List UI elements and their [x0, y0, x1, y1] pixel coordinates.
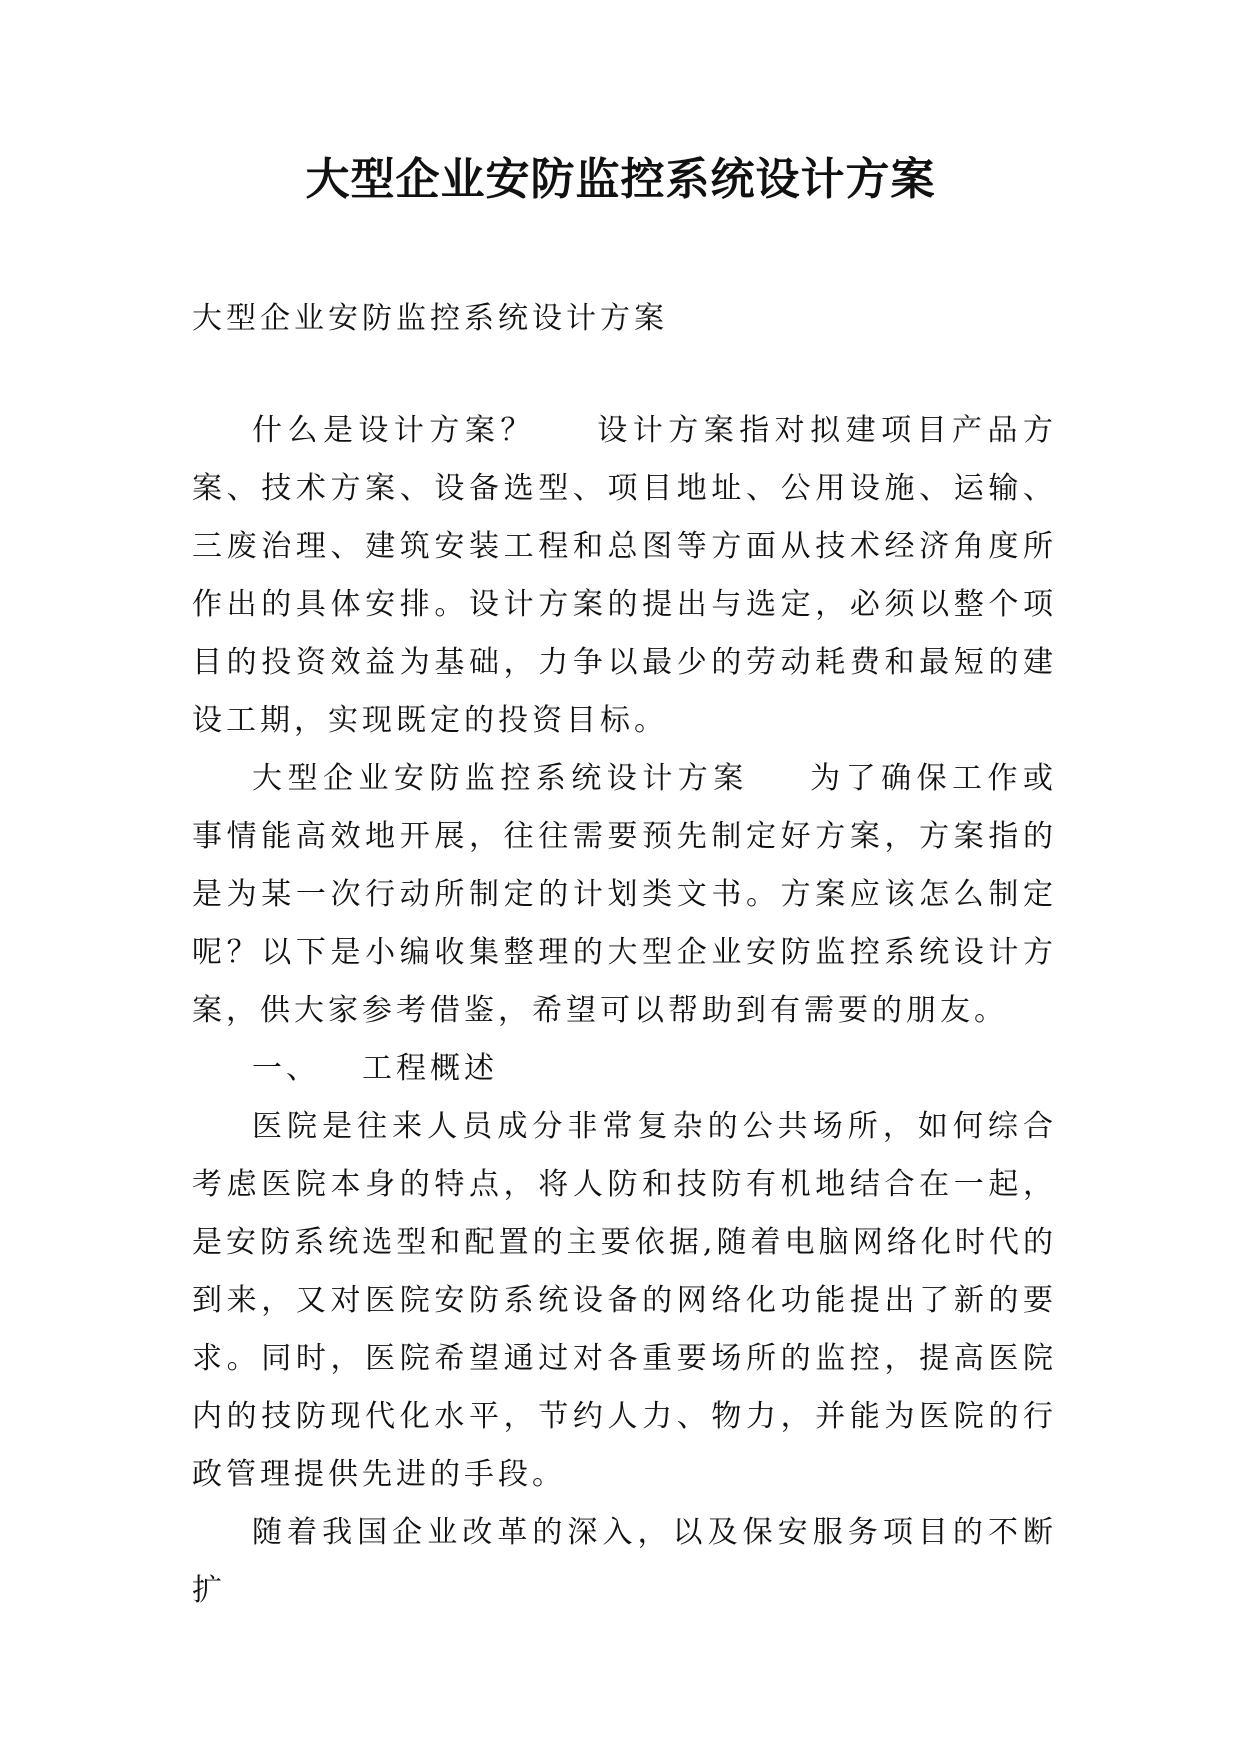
paragraph-lead: 大型企业安防监控系统设计方案	[252, 761, 749, 796]
document-body	[192, 402, 1057, 1620]
section-title: 工程概述	[362, 1051, 498, 1086]
paragraph-text: 医院是往来人员成分非常复杂的公共场所，如何综合考虑医院本身的特点，将人防和技防有机地结合在一起，是安防系统选型和配置的主要依据,随着电脑网络化时代的到来，又对医院安防系统设备的网络化功能提出了新的要求。同时，医院希望通过对各重要场所的监控，提高医院内的技防现代化水平，节约人力、物力，并能为医院的行政管理提供先进的手段。	[192, 1109, 1057, 1492]
document-subtitle: 大型企业安防监控系统设计方案	[192, 301, 668, 336]
paragraph-text: 随着我国企业改革的深入，以及保安服务项目的不断扩	[192, 1515, 1057, 1608]
paragraph-what-is-design-plan	[192, 402, 1057, 750]
paragraph-introduction	[192, 750, 1057, 1040]
paragraph-text: 设计方案指对拟建项目产品方案、技术方案、设备选型、项目地址、公用设施、运输、三废治理、建筑安装工程和总图等方面从技术经济角度所作出的具体安排。设计方案的提出与选定，必须以整个项目的投资效益为基础，力争以最少的劳动耗费和最短的建设工期，实现既定的投资目标。	[192, 413, 1058, 738]
paragraph-enterprise-reform	[192, 1504, 1057, 1620]
section-number: 一、	[252, 1051, 320, 1086]
paragraph-text: 为了确保工作或事情能高效地开展，往往需要预先制定好方案，方案指的是为某一次行动所制定的计划类文书。方案应该怎么制定呢？以下是小编收集整理的大型企业安防监控系统设计方案，供大家参考借鉴，希望可以帮助到有需要的朋友。	[192, 761, 1058, 1028]
paragraph-lead: 什么是设计方案？	[252, 413, 536, 448]
paragraph-hospital-overview	[192, 1098, 1057, 1504]
section-heading-project-overview	[192, 1040, 1057, 1098]
document-title: 大型企业安防监控系统设计方案	[305, 154, 936, 205]
